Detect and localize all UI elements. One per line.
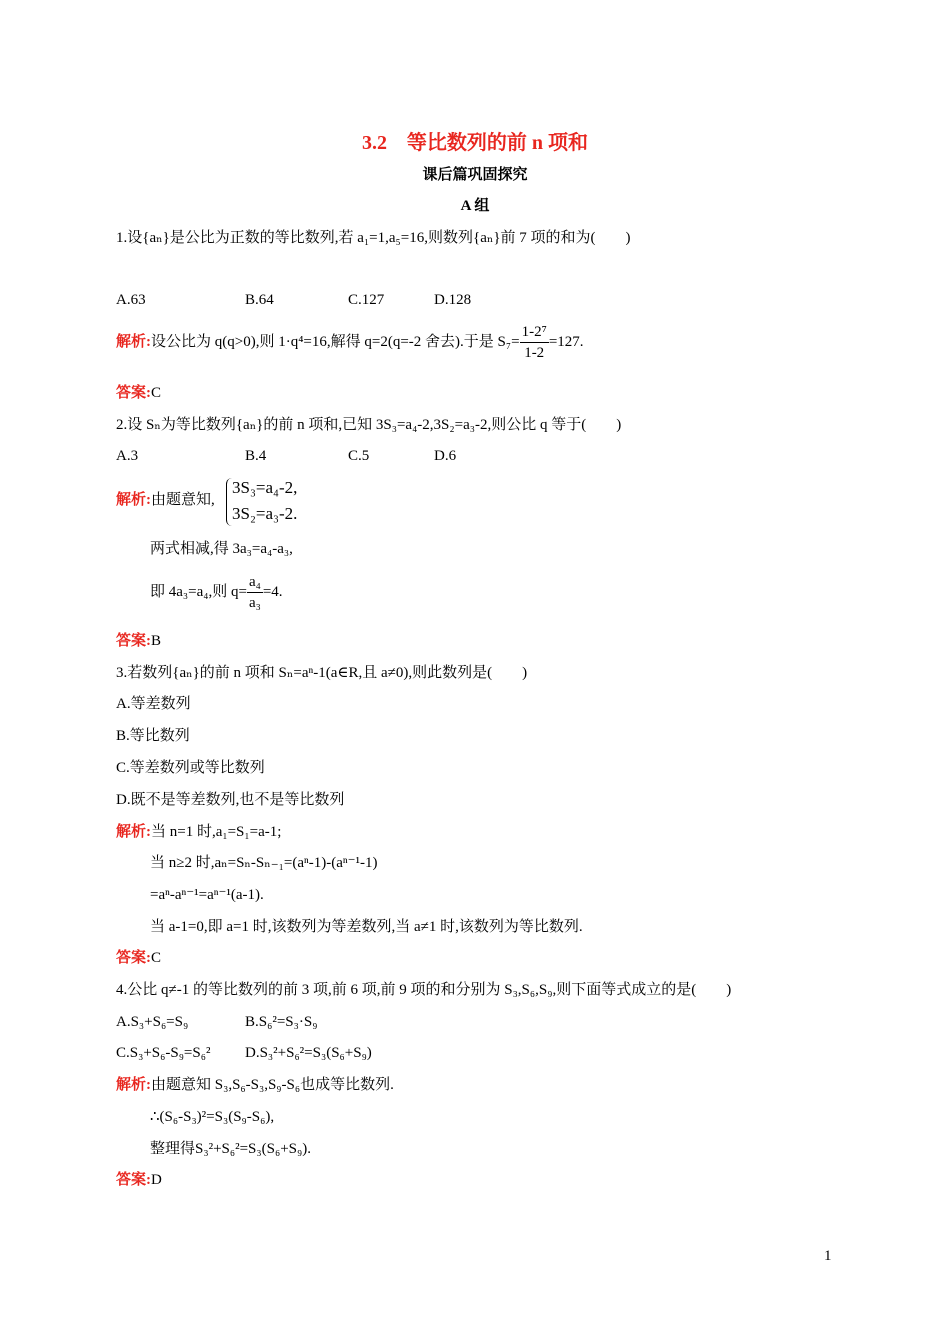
question-4-option-a: A.S₃+S₆=S₉ xyxy=(116,1014,189,1030)
question-3-analysis-line-3: =aⁿ-aⁿ⁻¹=aⁿ⁻¹(a-1). xyxy=(150,887,264,903)
question-1-stem: 1.设{aₙ}是公比为正数的等比数列,若 a₁=1,a₅=16,则数列{aₙ}前 7 项的和为( ) xyxy=(116,230,631,246)
question-3-option-a: A.等差数列 xyxy=(116,696,191,712)
question-2-analysis-line-2: 两式相减,得 3a₃=a₄-a₃, xyxy=(150,541,293,557)
question-2-answer: 答案:B xyxy=(116,633,162,649)
system-equation-1: 3S₃=a₄-2, xyxy=(232,478,298,497)
question-4-analysis-line-2: ∴(S₆-S₃)²=S₃(S₉-S₆), xyxy=(150,1109,275,1125)
question-4-option-c: C.S₃+S₆-S₉=S₆² xyxy=(116,1045,211,1061)
analysis-label: 解析: xyxy=(116,334,151,350)
question-3-option-c: C.等差数列或等比数列 xyxy=(116,760,265,776)
question-3-option-b: B.等比数列 xyxy=(116,728,190,744)
question-1-option-c: C.127 xyxy=(348,292,385,308)
question-1-option-d: D.128 xyxy=(434,292,472,308)
group-heading: A 组 xyxy=(460,198,490,214)
question-1-option-b: B.64 xyxy=(245,292,274,308)
question-3-answer: 答案:C xyxy=(116,950,162,966)
section-subtitle: 课后篇巩固探究 xyxy=(422,167,528,183)
question-4-stem: 4.公比 q≠-1 的等比数列的前 3 项,前 6 项,前 9 项的和分别为 S₃,S₆,S₉,则下面等式成立的是( ) xyxy=(116,982,732,998)
question-4-option-d: D.S₃²+S₆²=S₃(S₆+S₉) xyxy=(245,1045,372,1061)
question-3-analysis: 解析:当 n=1 时,a₁=S₁=a-1; xyxy=(116,824,282,840)
question-2-option-a: A.3 xyxy=(116,448,139,464)
question-2-option-b: B.4 xyxy=(245,448,267,464)
question-2-option-d: D.6 xyxy=(434,448,457,464)
question-1-analysis: 解析:设公比为 q(q>0),则 1·q⁴=16,解得 q=2(q=-2 舍去).于是 S₇= $\frac{\text{1-2⁷}}{1-2}$ =127. xyxy=(116,324,584,362)
question-4-analysis: 解析:由题意知 S₃,S₆-S₃,S₉-S₆也成等比数列. xyxy=(116,1077,394,1093)
question-2-analysis-line-3: 即 4a₃=a₄,则 q= $\frac{\text{a₄}}{\text{a₃}}$ =4. xyxy=(150,574,283,612)
fraction: $\frac{\text{1-2⁷}}{1-2}$ xyxy=(521,324,547,362)
question-4-answer: 答案:D xyxy=(116,1172,162,1188)
question-3-option-d: D.既不是等差数列,也不是等比数列 xyxy=(116,792,345,808)
question-2-option-c: C.5 xyxy=(348,448,370,464)
question-3-analysis-line-2: 当 n≥2 时,aₙ=Sₙ-Sₙ₋₁=(aⁿ-1)-(aⁿ⁻¹-1) xyxy=(150,855,378,871)
fraction: $\frac{\text{a₄}}{\text{a₃}}$ xyxy=(248,574,261,612)
question-3-stem: 3.若数列{aₙ}的前 n 项和 Sₙ=aⁿ-1(a∈R,且 a≠0),则此数列是( ) xyxy=(116,665,528,681)
question-2-stem: 2.设 Sₙ为等比数列{aₙ}的前 n 项和,已知 3S₃=a₄-2,3S₂=a₃-2,则公比 q 等于( ) xyxy=(116,417,622,433)
question-3-analysis-line-4: 当 a-1=0,即 a=1 时,该数列为等差数列,当 a≠1 时,该数列为等比数列. xyxy=(150,919,583,935)
question-4-option-b: B.S₆²=S₃·S₉ xyxy=(245,1014,318,1030)
page-number: 1 xyxy=(824,1248,832,1264)
system-equation-2: 3S₂=a₃-2. xyxy=(232,504,298,523)
question-1-answer: 答案:C xyxy=(116,385,162,401)
page-title: 3.2 等比数列的前 n 项和 xyxy=(361,132,589,154)
question-1-option-a: A.63 xyxy=(116,292,146,308)
question-4-analysis-line-3: 整理得S₃²+S₆²=S₃(S₆+S₉). xyxy=(150,1141,311,1157)
question-2-analysis: 解析:由题意知, xyxy=(116,492,215,508)
